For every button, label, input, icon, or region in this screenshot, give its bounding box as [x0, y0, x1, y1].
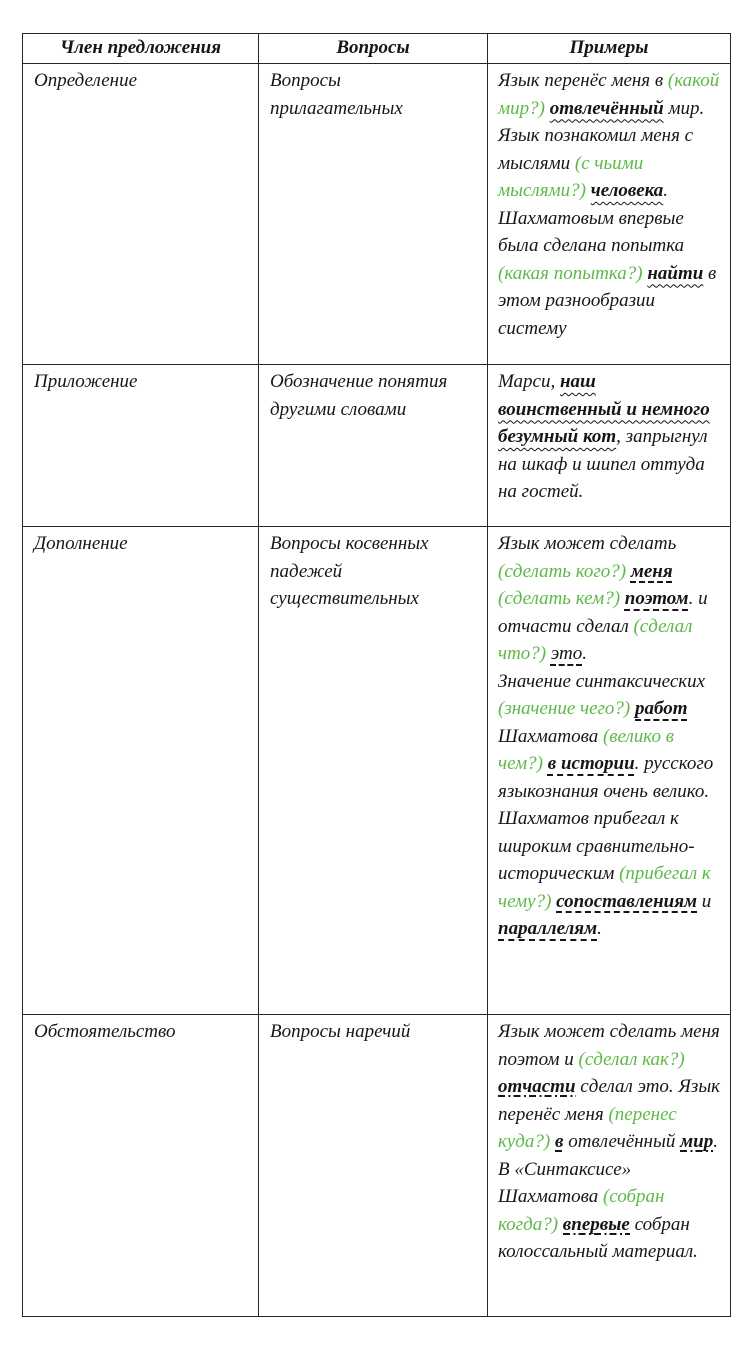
example-paragraph [498, 805, 723, 943]
question-hint: (сделать кого?) [498, 560, 627, 582]
example-text: отвлечённый [563, 1131, 681, 1152]
question-hint: (значение чего?) [498, 698, 631, 719]
question-hint: (сделал как?) [578, 1048, 685, 1070]
table-row [23, 365, 731, 527]
member-cell: Дополнение [23, 527, 259, 1015]
example-text: Язык перенёс меня в [498, 70, 668, 91]
example-text: Шахматовым впервые была сделана попытка [498, 207, 685, 256]
question-hint: (сделал что?) [498, 615, 693, 664]
example-paragraph [498, 205, 723, 343]
example-text: . [713, 1131, 718, 1152]
example-text: Шахматов прибегал к широким сравнительно-историческим [498, 808, 695, 884]
questions-cell: Вопросы косвенных падежей существительных [259, 527, 488, 1015]
column-header-member: Член предложения [23, 34, 259, 64]
example-paragraph [498, 530, 723, 668]
marked-word: это [550, 643, 583, 664]
example-paragraph [498, 1018, 723, 1156]
example-text: . русского языкознания очень велико. [498, 753, 714, 802]
example-paragraph [498, 1156, 723, 1266]
marked-word: человека [590, 180, 664, 201]
example-text: . [582, 643, 587, 664]
question-hint: (прибегал к чему?) [498, 863, 711, 912]
example-paragraph [498, 67, 723, 122]
marked-word: наш воинственный и немного безумный кот [498, 371, 710, 447]
example-paragraph [498, 668, 723, 806]
example-text: . [663, 180, 669, 201]
table-row [23, 527, 731, 1015]
question-hint: (какой мир?) [498, 70, 720, 119]
examples-cell [488, 1015, 731, 1317]
marked-word: меня [630, 560, 673, 582]
example-paragraph [498, 368, 723, 506]
example-text: мир. [663, 97, 705, 119]
examples-cell [488, 365, 731, 527]
member-cell: Приложение [23, 365, 259, 527]
table-header [23, 34, 731, 64]
header-row [23, 34, 731, 64]
column-header-examples: Примеры [488, 34, 731, 64]
marked-word: отвлечённый [549, 97, 664, 119]
example-text: Значение синтаксических [498, 670, 706, 692]
member-cell: Обстоятельство [23, 1015, 259, 1317]
questions-cell: Вопросы прилагательных [259, 64, 488, 365]
marked-word: параллелям [498, 918, 598, 939]
question-hint: (с чьими мыслями?) [498, 152, 644, 201]
table-body [23, 64, 731, 1317]
examples-cell [488, 527, 731, 1015]
examples-cell [488, 64, 731, 365]
marked-word: в [554, 1131, 564, 1152]
example-text: Марси, [498, 371, 560, 392]
marked-word: сопоставлениям [556, 890, 698, 912]
sentence-members-table [22, 33, 731, 1317]
example-text: в этом разнообразии систему [498, 262, 717, 339]
marked-word: в истории [547, 753, 635, 774]
question-hint: (велико в чем?) [498, 725, 674, 774]
table-row [23, 64, 731, 365]
example-text: Язык может сделать [498, 533, 677, 554]
example-text: . и отчасти сделал [498, 588, 708, 637]
question-hint: (перенес куда?) [498, 1103, 677, 1152]
example-text: собран колоссальный материал. [498, 1213, 698, 1262]
example-text: Язык может сделать меня поэтом и [498, 1021, 720, 1070]
example-text: сделал это. Язык перенёс меня [498, 1076, 721, 1125]
question-hint: (какая попытка?) [498, 262, 643, 284]
table-row [23, 1015, 731, 1317]
questions-cell: Обозначение понятия другими словами [259, 365, 488, 527]
member-cell: Определение [23, 64, 259, 365]
example-text: и [697, 890, 712, 912]
example-text: Шахматова [498, 725, 603, 747]
marked-word: отчасти [498, 1076, 576, 1097]
marked-word: работ [635, 698, 688, 719]
example-text: , запрыгнул на шкаф и шипел оттуда на гостей. [498, 426, 708, 502]
marked-word: найти [647, 262, 704, 284]
marked-word: впервые [562, 1213, 630, 1235]
example-paragraph [498, 122, 723, 205]
question-hint: (сделать кем?) [498, 588, 621, 609]
example-text: В «Синтаксисе» Шахматова [498, 1158, 632, 1207]
example-text: . [597, 918, 602, 939]
marked-word: мир [680, 1131, 714, 1152]
questions-cell: Вопросы наречий [259, 1015, 488, 1317]
column-header-questions: Вопросы [259, 34, 488, 64]
question-hint: (собран когда?) [498, 1186, 665, 1235]
example-text: Язык познакомил меня с мыслями [498, 125, 694, 174]
marked-word: поэтом [624, 588, 689, 609]
